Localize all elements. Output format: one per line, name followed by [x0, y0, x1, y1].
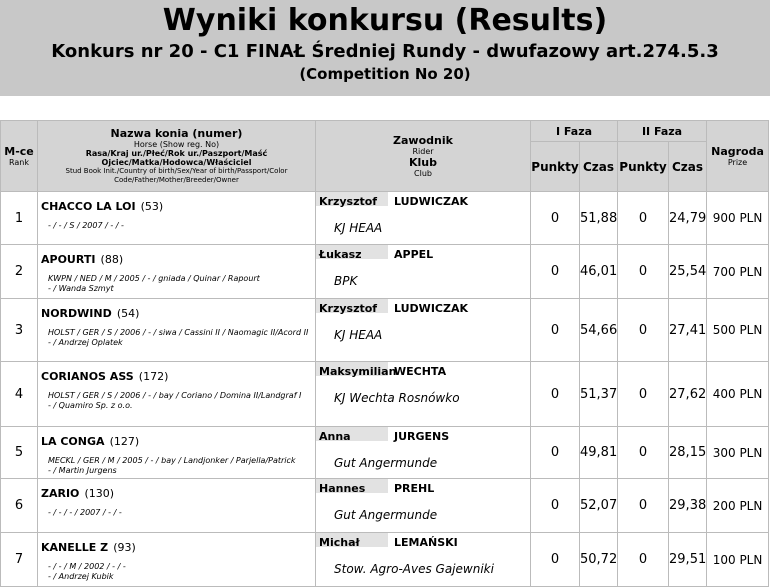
phase1-time: 52,07 [580, 479, 618, 533]
phase1-header: I Faza [531, 121, 618, 142]
table-row [1, 245, 769, 299]
horse-details-line1: HOLST / GER / S / 2006 / - / bay / Coriano / Domina II/Landgraf I [48, 391, 302, 400]
rider-header-label: Zawodnik [393, 134, 453, 147]
phase1-time: 51,88 [580, 192, 618, 245]
rider-cell [316, 362, 531, 427]
prize-cell: 200 PLN [707, 479, 769, 533]
rider-cell [316, 427, 531, 479]
phase2-time: 25,54 [669, 245, 707, 299]
rank-header-label: M-ce [4, 145, 34, 158]
prize-cell: 500 PLN [707, 299, 769, 362]
horse-cell [38, 245, 316, 299]
table-row [1, 479, 769, 533]
prize-header-en: Prize [727, 158, 748, 167]
horse-details [48, 508, 315, 518]
phase2-points: 0 [618, 192, 669, 245]
horse-details [48, 274, 315, 294]
horse-details [48, 391, 315, 411]
horse-details [48, 328, 315, 348]
phase2-points: 0 [618, 362, 669, 427]
horse-details-line1: MECKL / GER / M / 2005 / - / bay / Landjonker / Parjella/Patrick [48, 456, 296, 465]
horse-name: APOURTI [41, 253, 96, 266]
horse-cell [38, 192, 316, 245]
phase2-time: 27,41 [669, 299, 707, 362]
club-name: KJ Wechta Rosnówko [334, 391, 460, 405]
phase1-points: 0 [531, 192, 580, 245]
rider-last-name: LEMAŃSKI [394, 536, 458, 549]
horse-name: CORIANOS ASS [41, 370, 134, 383]
phase2-points: 0 [618, 533, 669, 587]
horse-header-sub1: Rasa/Kraj ur./Płeć/Rok ur./Paszport/Maść [85, 149, 268, 158]
phase2-points: 0 [618, 427, 669, 479]
horse-name: NORDWIND [41, 307, 112, 320]
prize-cell: 900 PLN [707, 192, 769, 245]
horse-header-label: Nazwa konia (numer) [110, 127, 243, 140]
competition-number: (Competition No 20) [299, 65, 471, 83]
horse-number: (54) [116, 307, 140, 320]
phase2-points: 0 [618, 299, 669, 362]
phase2-header: II Faza [618, 121, 707, 142]
phase1-time: 51,37 [580, 362, 618, 427]
rank-cell: 7 [1, 533, 38, 587]
horse-header-en: Horse (Show reg. No) [133, 140, 220, 149]
horse-name: KANELLE Z [41, 541, 109, 554]
rider-first-name: Łukasz [319, 248, 362, 261]
rider-last-name: JURGENS [394, 430, 450, 443]
horse-details [48, 221, 315, 231]
rider-first-name: Krzysztof [319, 302, 378, 315]
horse-name: CHACCO LA LOI [41, 200, 136, 213]
horse-header [38, 121, 316, 192]
rider-cell [316, 192, 531, 245]
competition-subtitle: Konkurs nr 20 - C1 FINAŁ Średniej Rundy - dwufazowy art.274.5.3 [51, 41, 719, 62]
horse-details-line2: - / Wanda Szmyt [48, 284, 114, 293]
horse-details-line2: - / Quamiro Sp. z o.o. [48, 401, 133, 410]
horse-details-line2: - / Andrzej Kubik [48, 572, 114, 581]
header-banner [0, 0, 770, 96]
page-title: Wyniki konkursu (Results) [162, 3, 608, 38]
horse-cell [38, 362, 316, 427]
club-name: BPK [334, 274, 358, 288]
phase1-points: 0 [531, 362, 580, 427]
prize-cell: 100 PLN [707, 533, 769, 587]
prize-cell: 700 PLN [707, 245, 769, 299]
club-name: Stow. Agro-Aves Gajewniki [334, 562, 494, 576]
phase2-points: 0 [618, 479, 669, 533]
rider-header [316, 121, 531, 192]
horse-number: (88) [100, 253, 124, 266]
rider-cell [316, 245, 531, 299]
horse-name: LA CONGA [41, 435, 105, 448]
table-row [1, 427, 769, 479]
club-name: Gut Angermunde [334, 508, 438, 522]
rider-cell [316, 299, 531, 362]
horse-cell [38, 533, 316, 587]
prize-cell: 400 PLN [707, 362, 769, 427]
rider-cell [316, 479, 531, 533]
phase1-time-header: Czas [580, 142, 618, 192]
table-row [1, 362, 769, 427]
phase2-time: 29,38 [669, 479, 707, 533]
rank-cell: 4 [1, 362, 38, 427]
phase1-time: 50,72 [580, 533, 618, 587]
rider-header-en: Rider [412, 147, 434, 156]
rank-header [1, 121, 38, 192]
phase2-time-header: Czas [669, 142, 707, 192]
phase2-time: 24,79 [669, 192, 707, 245]
horse-number: (93) [113, 541, 136, 554]
prize-header-label: Nagroda [711, 145, 764, 158]
rider-last-name: LUDWICZAK [394, 302, 468, 315]
rank-cell: 5 [1, 427, 38, 479]
horse-number: (127) [109, 435, 140, 448]
phase2-points-header: Punkty [618, 142, 669, 192]
horse-number: (172) [138, 370, 169, 383]
horse-details-line2: - / Andrzej Oplatek [48, 338, 123, 347]
rider-last-name: LUDWICZAK [394, 195, 468, 208]
rider-first-name: Hannes [319, 482, 366, 495]
rider-cell [316, 533, 531, 587]
phase2-time: 27,62 [669, 362, 707, 427]
horse-name: ZARIO [41, 487, 80, 500]
horse-details-line1: HOLST / GER / S / 2006 / - / siwa / Cassini II / Naomagic II/Acord II [48, 328, 309, 337]
rank-cell: 1 [1, 192, 38, 245]
phase1-points: 0 [531, 299, 580, 362]
rider-last-name: WECHTA [394, 365, 447, 378]
phase1-points: 0 [531, 533, 580, 587]
club-header-en: Club [414, 169, 432, 178]
results-table [0, 120, 769, 587]
phase2-time: 28,15 [669, 427, 707, 479]
table-row [1, 533, 769, 587]
horse-details [48, 456, 315, 476]
phase1-time: 49,81 [580, 427, 618, 479]
phase1-time: 54,66 [580, 299, 618, 362]
horse-header-sub-en: Stud Book Init./Country of birth/Sex/Year of birth/Passport/Color Code/Father/Mother/Breeder/Owner [65, 167, 288, 184]
prize-cell: 300 PLN [707, 427, 769, 479]
horse-cell [38, 479, 316, 533]
horse-cell [38, 299, 316, 362]
table-row [1, 192, 769, 245]
phase2-time: 29,51 [669, 533, 707, 587]
phase1-points: 0 [531, 479, 580, 533]
prize-header [707, 121, 769, 192]
rider-first-name: Maksymilian [319, 365, 397, 378]
phase1-points: 0 [531, 245, 580, 299]
horse-details-line1: - / - / S / 2007 / - / - [48, 221, 124, 230]
phase1-points-header: Punkty [531, 142, 580, 192]
rider-first-name: Anna [319, 430, 351, 443]
horse-details-line2: - / Martin Jurgens [48, 466, 117, 475]
phase2-points: 0 [618, 245, 669, 299]
horse-number: (130) [84, 487, 115, 500]
rank-cell: 6 [1, 479, 38, 533]
rank-cell: 3 [1, 299, 38, 362]
horse-details-line1: - / - / M / 2002 / - / - [48, 562, 126, 571]
club-header-label: Klub [409, 156, 437, 169]
horse-cell [38, 427, 316, 479]
club-name: Gut Angermunde [334, 456, 438, 470]
club-name: KJ HEAA [334, 221, 383, 235]
horse-details [48, 562, 315, 582]
rank-header-en: Rank [9, 158, 29, 167]
rider-first-name: Michał [319, 536, 360, 549]
horse-number: (53) [140, 200, 164, 213]
rider-first-name: Krzysztof [319, 195, 378, 208]
phase1-time: 46,01 [580, 245, 618, 299]
horse-details-line1: - / - / - / 2007 / - / - [48, 508, 122, 517]
horse-header-sub2: Ojciec/Matka/Hodowca/Właściciel [101, 158, 252, 167]
results-body [1, 192, 769, 587]
rider-last-name: APPEL [394, 248, 434, 261]
phase1-points: 0 [531, 427, 580, 479]
rank-cell: 2 [1, 245, 38, 299]
rider-last-name: PREHL [394, 482, 435, 495]
horse-details-line1: KWPN / NED / M / 2005 / - / gniada / Quinar / Rapourt [48, 274, 260, 283]
club-name: KJ HEAA [334, 328, 383, 342]
table-row [1, 299, 769, 362]
